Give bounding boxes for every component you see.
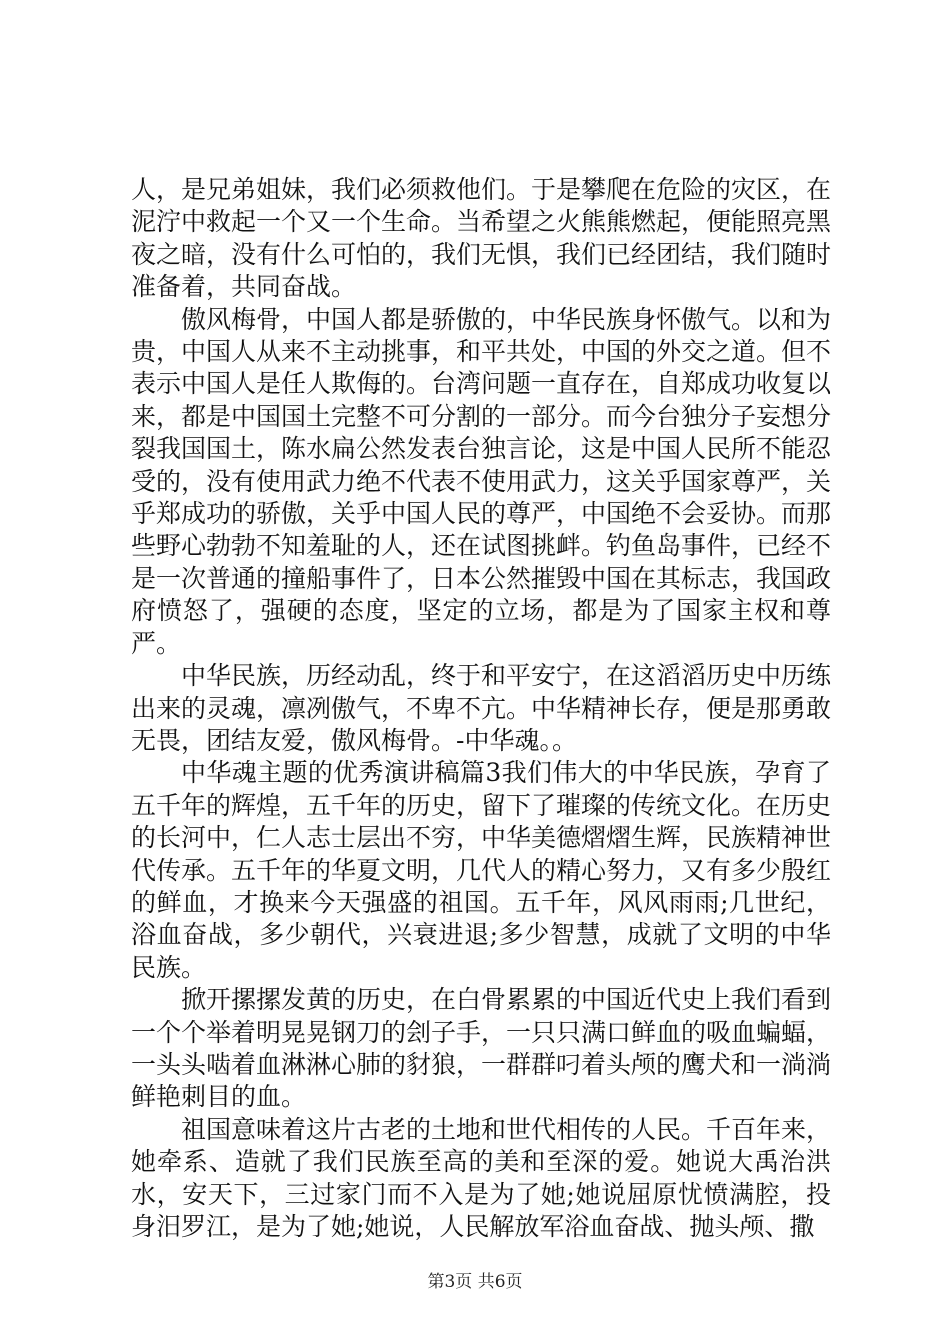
paragraph-4: 中华魂主题的优秀演讲稿篇3我们伟大的中华民族，孕育了五千年的辉煌，五千年的历史，留下了璀璨的传统文化。在历史的长河中，仁人志士层出不穷，中华美德熠熠生辉，民族精神世代传承。五千年的华夏文明，几代人的精心努力，又有多少殷红的鲜血，才换来今天强盛的祖国。五千年，风风雨雨;几世纪，浴血奋战，多少朝代，兴衰进退;多少智慧，成就了文明的中华民族。 xyxy=(131,758,832,982)
document-body xyxy=(131,174,831,1243)
paragraph-1: 人，是兄弟姐妹，我们必须救他们。于是攀爬在危险的灾区，在泥泞中救起一个又一个生命。当希望之火熊熊燃起，便能照亮黑夜之暗，没有什么可怕的，我们无惧，我们已经团结，我们随时准备着，共同奋战。 xyxy=(131,175,832,302)
paragraph-5: 掀开摞摞发黄的历史，在白骨累累的中国近代史上我们看到一个个举着明晃晃钢刀的刽子手，一只只满口鲜血的吸血蝙蝠，一头头啮着血淋淋心肺的豺狼，一群群叼着头颅的鹰犬和一淌淌鲜艳刺目的血。 xyxy=(131,985,832,1112)
page-footer: 第3页 共6页 xyxy=(427,1272,523,1292)
paragraph-2: 傲风梅骨，中国人都是骄傲的，中华民族身怀傲气。以和为贵，中国人从来不主动挑事，和平共处，中国的外交之道。但不表示中国人是任人欺侮的。台湾问题一直存在，自郑成功收复以来，都是中国国土完整不可分割的一部分。而今台独分子妄想分裂我国国土，陈水扁公然发表台独言论，这是中国人民所不能忍受的，没有使用武力绝不代表不使用武力，这关乎国家尊严，关乎郑成功的骄傲，关乎中国人民的尊严，中国绝不会妥协。而那些野心勃勃不知羞耻的人，还在试图挑衅。钓鱼岛事件，已经不是一次普通的撞船事件了，日本公然摧毁中国在其标志，我国政府愤怒了，强硬的态度，坚定的立场，都是为了国家主权和尊严。 xyxy=(131,304,832,658)
paragraph-6: 祖国意味着这片古老的土地和世代相传的人民。千百年来，她牵系、造就了我们民族至高的美和至深的爱。她说大禹治洪水，安天下，三过家门而不入是为了她;她说屈原忧愤满腔，投身汨罗江，是为了她;她说，人民解放军浴血奋战、抛头颅、撒 xyxy=(131,1114,832,1241)
paragraph-3: 中华民族，历经动乱，终于和平安宁，在这滔滔历史中历练出来的灵魂，凛冽傲气，不卑不亢。中华精神长存，便是那勇敢无畏，团结友爱，傲风梅骨。-中华魂。。 xyxy=(131,661,832,755)
